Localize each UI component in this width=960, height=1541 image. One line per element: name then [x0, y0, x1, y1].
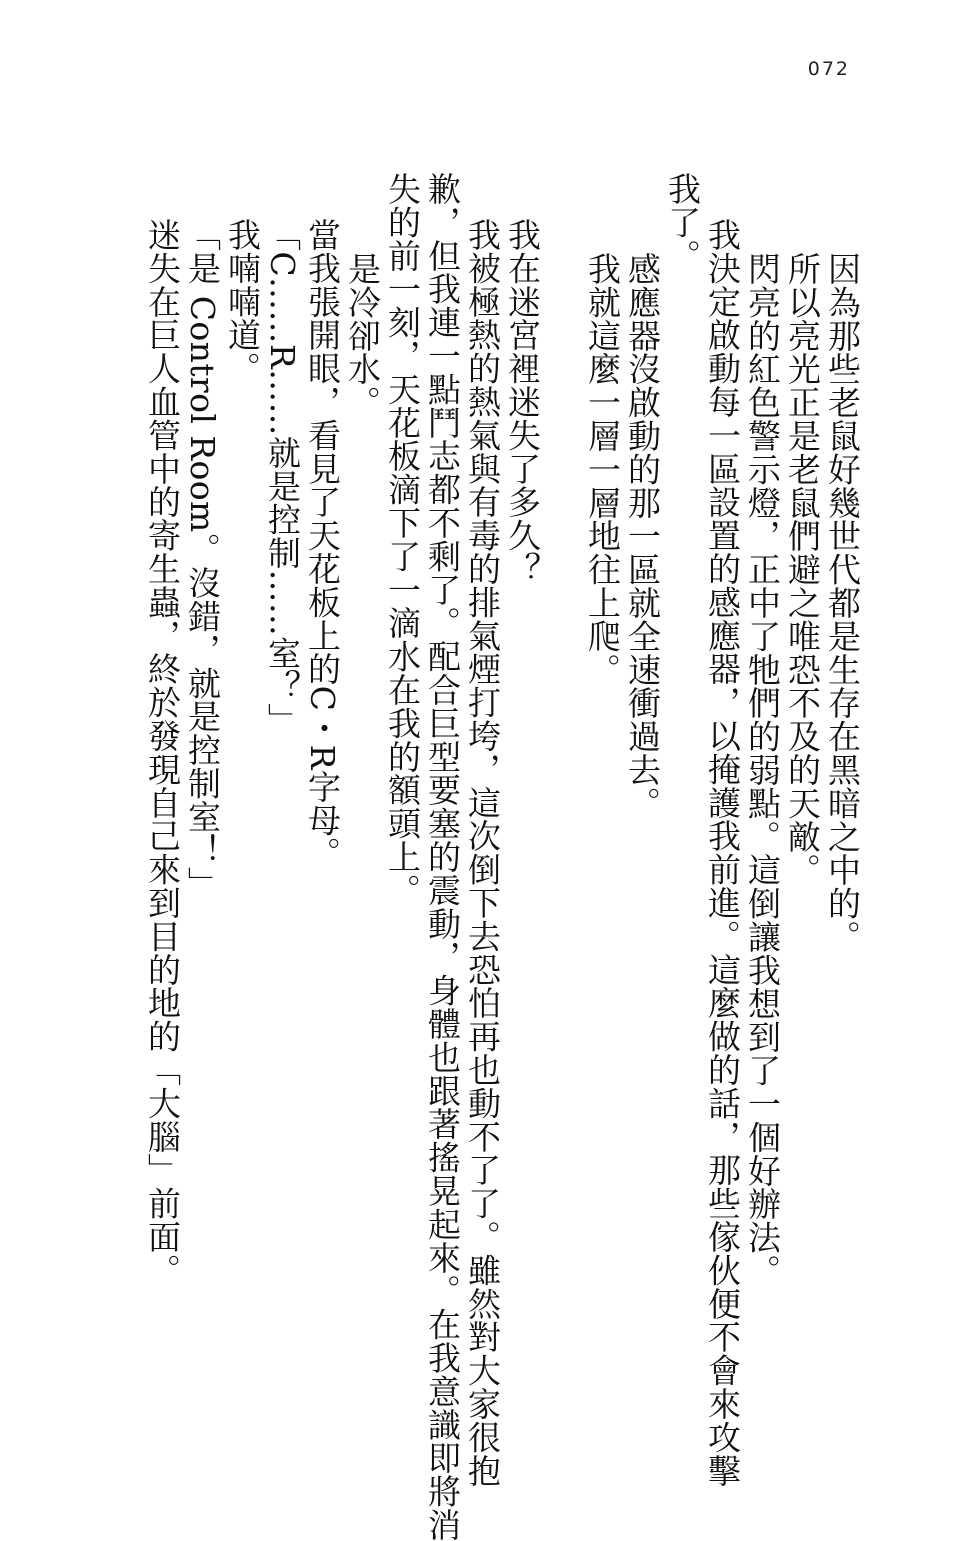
text-line-15: 我喃喃道。	[223, 218, 262, 385]
text-line-1: 因為那些老鼠好幾世代都是生存在黑暗之中的。	[823, 252, 862, 954]
text-line-14: 「C……R……就是控制……室？」	[263, 218, 302, 737]
text-line-9: 我被極熱的熱氣與有毒的排氣煙打垮，這次倒下去恐怕再也動不了了。雖然對大家很抱	[463, 218, 502, 1488]
text-line-11: 失的前一刻，天花板滴下了一滴水在我的額頭上。	[383, 172, 422, 907]
text-line-5: 我了。	[663, 172, 702, 273]
text-line-7: 我就這麼一層一層地往上爬。	[583, 252, 622, 687]
text-line-2: 所以亮光正是老鼠們避之唯恐不及的天敵。	[783, 252, 822, 887]
text-line-8: 我在迷宮裡迷失了多久？	[503, 218, 542, 586]
text-line-4: 我決定啟動每一區設置的感應器，以掩護我前進。這麼做的話，那些傢伙便不會來攻擊	[703, 218, 742, 1488]
page-number: 072	[807, 58, 850, 80]
text-line-12: 是冷卻水。	[343, 252, 382, 419]
text-line-13: 當我張開眼，看見了天花板上的C・R字母。	[303, 218, 342, 871]
text-line-10: 歉，但我連一點鬥志都不剩了。配合巨型要塞的震動，身體也跟著搖晃起來。在我意識即將消	[423, 172, 462, 1541]
text-line-17: 迷失在巨人血管中的寄生蟲，終於發現自己來到目的地的「大腦」前面。	[143, 218, 182, 1287]
text-line-6: 感應器沒啟動的那一區就全速衝過去。	[623, 252, 662, 820]
text-line-3: 閃亮的紅色警示燈，正中了牠們的弱點。這倒讓我想到了一個好辦法。	[743, 252, 782, 1288]
text-line-16: 「是 Control Room。沒錯，就是控制室！」	[183, 218, 222, 901]
